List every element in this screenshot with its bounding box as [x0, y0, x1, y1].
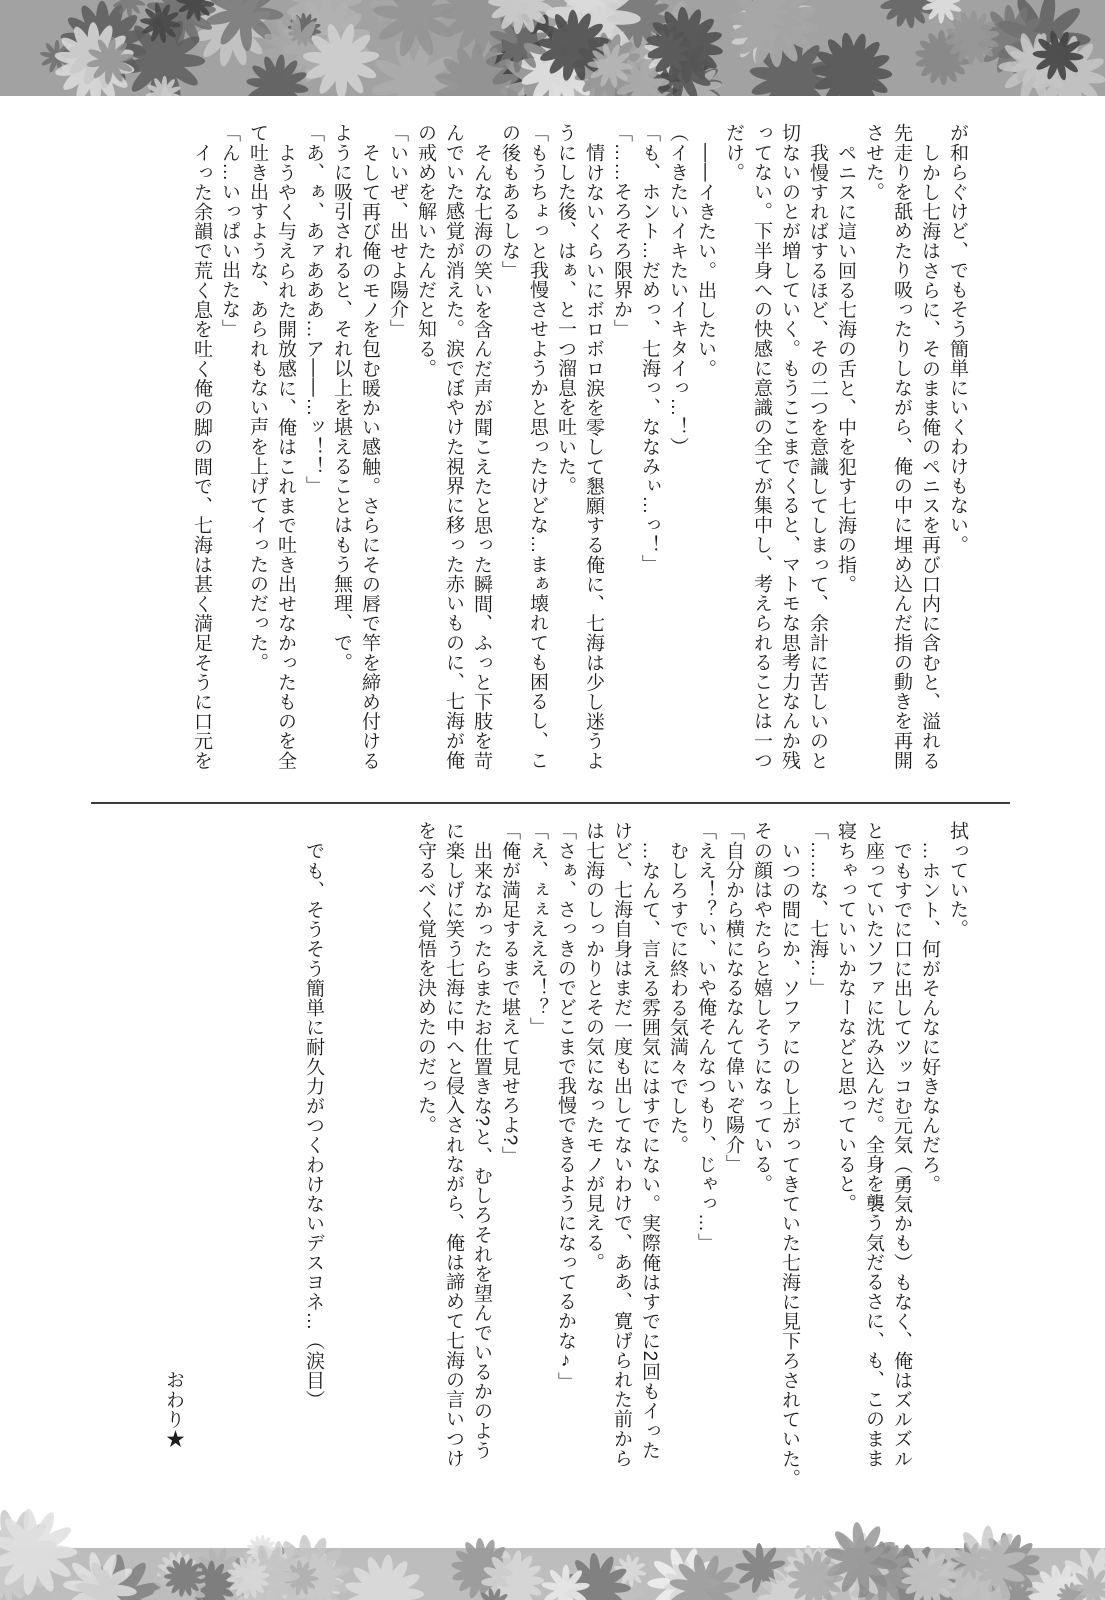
text-column-line: 「え、ぇぇえええ！？」: [527, 821, 548, 1037]
text-column-line: （イきたいイキたいイキタイっ…！）: [667, 123, 688, 457]
text-column-line: の戒めを解いたんだと知る。: [415, 123, 436, 378]
text-column-line: だけ。: [723, 123, 744, 182]
text-column-line: 「あ、ぁ、あァあああ…ア――…ッ！！」: [303, 123, 324, 496]
text-column-line: ように吸引されると、それ以上を堪えることはもう無理、で。: [331, 123, 352, 672]
text-column-line: 先走りを舐めたり吸ったりしながら、俺の中に埋め込んだ指の動きを再開: [891, 123, 912, 770]
text-column-line: ――イきたい。出したい。: [695, 143, 716, 379]
text-column-line: そんな七海の笑いを含んだ声が聞こえたと思った瞬間、ふっと下肢を苛: [471, 143, 492, 771]
text-column-line: 「ええ！？い、いや俺そんなつもり、じゃっ…」: [695, 821, 716, 1253]
text-column-line: でもすでに口に出してツッコむ元気（勇気かも）もなく、俺はズルズル: [891, 841, 912, 1469]
text-column-line: ペニスに這い回る七海の舌と、中を犯す七海の指。: [835, 143, 856, 594]
text-column-line: 「俺が満足するまで堪えて見せろよ?」: [499, 821, 520, 1166]
text-column-line: そして再び俺のモノを包む暖かい感触。さらにその唇で竿を締め付ける: [359, 143, 380, 771]
text-column-line: させた。: [863, 123, 884, 202]
text-column-line: ようやく与えられた開放感に、俺はこれまで吐き出せなかったものを全: [275, 143, 296, 771]
text-column-line: …なんて、言える雰囲気にはすでにない。実際俺はすでに2回もイった: [639, 841, 660, 1460]
text-column-line: 「自分から横になるなんて偉いぞ陽介」: [723, 821, 744, 1174]
text-column-line: ってない。下半身への快感に意識の全てが集中し、考えられることは一つ: [751, 123, 772, 770]
story-text-block-1: [187, 123, 971, 781]
text-column-line: でも、そうそう簡単に耐久力がつくわけないデスヨネ…（涙目）: [303, 841, 324, 1410]
text-column-line: は七海のしっかりとその気になったモノが見える。: [583, 821, 604, 1272]
text-column-line: しかし七海はさらに、そのまま俺のペニスを再び口内に含むと、溢れる: [919, 143, 940, 771]
floral-collage-border-bottom: [0, 1504, 1105, 1600]
text-column-line: 拭っていた。: [947, 821, 968, 939]
text-column-line: むしろすでに終わる気満々でした。: [667, 841, 688, 1155]
text-column-line: 「さぁ、さっきのでどこまで我慢できるようになってるかな♪」: [555, 821, 576, 1392]
text-column-line: が和らぐけど、でもそう簡単にいくわけもない。: [947, 123, 968, 555]
text-column-line: いつの間にか、ソファにのし上がってきていた七海に見下ろされていた。: [779, 841, 800, 1488]
text-column-line: うにした後、はぁ、と一つ溜息を吐いた。: [555, 123, 576, 496]
text-column-line: 情けないくらいにボロボロ涙を零して懇願する俺に、七海は少し迷うよ: [583, 143, 604, 771]
text-column-line: 我慢すればするほど、その二つを意識してしまって、余計に苦しいのと: [807, 143, 828, 771]
text-column-line: に楽しげに笑う七海に中へと侵入されながら、俺は諦めて七海の言いつけ: [443, 821, 464, 1468]
text-column-line: …ホント、何がそんなに好きなんだろ。: [919, 841, 940, 1194]
text-column-line: 出来なかったらまたお仕置きな?と、むしろそれを望んでいるかのよう: [471, 841, 492, 1460]
text-column-line: 寝ちゃっていいかなーなどと思っていると。: [835, 821, 856, 1213]
text-column-line: 切ないのとが増していく。もうここまでくると、マトモな思考力なんか残: [779, 123, 800, 770]
story-text-block-2: [159, 821, 971, 1488]
floral-collage-border-top: [0, 0, 1105, 96]
text-column-line: 「……な、七海…」: [807, 821, 828, 998]
text-column-line: 「ん…いっぱい出たな」: [219, 123, 240, 339]
text-column-line: と座っていたソファに沈み込んだ。全身を襲う気だるさに、も、このまま: [863, 821, 884, 1468]
text-column-line: 「いいぜ、出せよ陽介」: [387, 123, 408, 339]
text-column-line: その顔はやたらと嬉しそうになっている。: [751, 821, 772, 1194]
text-column-line: イった余韻で荒く息を吐く俺の脚の間で、七海は甚く満足そうに口元を: [191, 143, 212, 771]
text-column-line: 「もうちょっと我慢させようかと思ったけどな…まぁ壊れても困るし、こ: [527, 123, 548, 770]
text-column-line: 「……そろそろ限界か」: [611, 123, 632, 339]
text-column-line: んでいた感覚が消えた。涙でぼやけた視界に移った赤いものに、七海が俺: [443, 123, 464, 770]
text-column-line: けど、七海自身はまだ一度も出してないわけで、ああ、寛げられた前から: [611, 821, 632, 1468]
section-divider: [91, 802, 1010, 804]
text-column-line: て吐き出すような、あられもない声を上げてイったのだった。: [247, 123, 268, 672]
text-column-line: 「も、ホント…だめっ、七海っ、ななみぃ…っ！」: [639, 123, 660, 574]
text-column-line: を守るべく覚悟を決めたのだった。: [415, 821, 436, 1135]
text-column-line: の後もあるしな」: [499, 123, 520, 280]
ending-label: おわり★: [163, 1370, 184, 1449]
